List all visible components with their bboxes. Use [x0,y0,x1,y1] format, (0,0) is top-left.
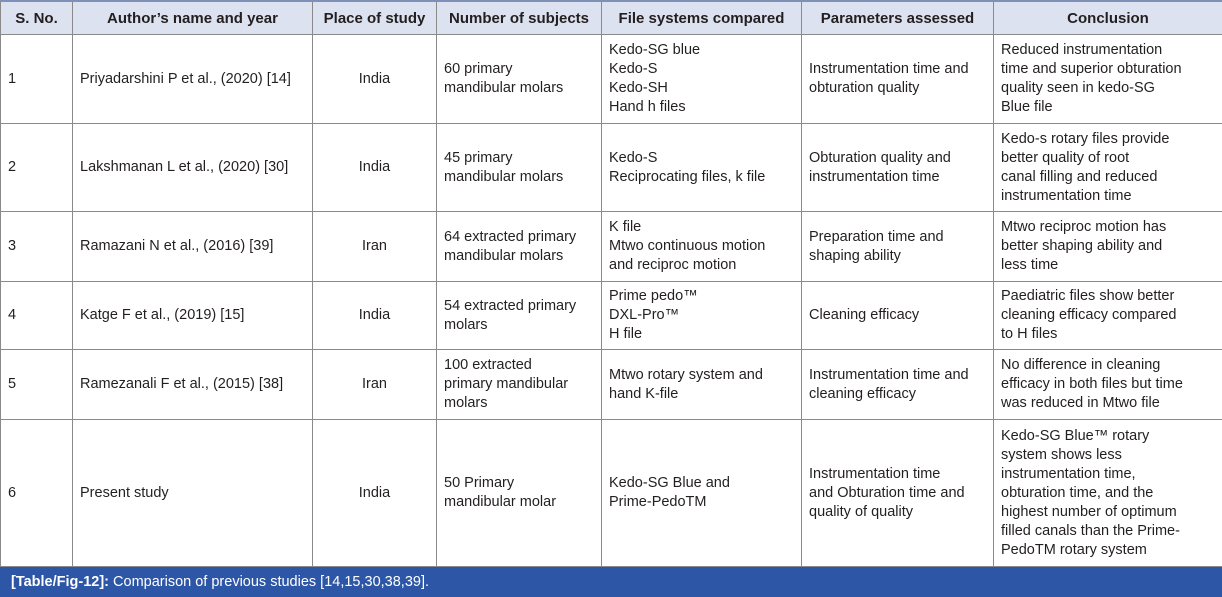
cell-author: Priyadarshini P et al., (2020) [14] [73,35,313,124]
cell-author: Present study [73,420,313,567]
cell-params-line: Instrumentation time [809,465,941,482]
cell-conclusion-line: filled canals than the Prime- [1001,522,1180,539]
cell-conclusion-line: better shaping ability and [1001,238,1163,254]
cell-conclusion-line: time and superior obturation [1001,61,1182,77]
cell-subjects-line: 45 primary [444,149,513,166]
cell-conclusion-line: cleaning efficacy compared [1001,307,1177,323]
cell-conclusion-line: less time [1001,257,1059,273]
cell-params-line: Obturation quality and [809,149,951,166]
table-caption [0,567,1222,597]
cell-sno: 6 [1,420,73,567]
cell-subjects-line: mandibular molars [444,247,564,264]
cell-subjects-line: 60 primary [444,61,513,77]
cell-params-line: instrumentation time [809,168,940,185]
cell-params-line: shaping ability [809,247,901,264]
cell-conclusion [994,350,1222,420]
cell-conclusion-line: efficacy in both files but time [1001,376,1183,392]
cell-files-line: K file [609,219,642,235]
cell-subjects [437,420,602,567]
cell-conclusion-line: obturation time, and the [1001,484,1154,501]
cell-subjects-line: mandibular molars [444,168,564,185]
cell-files-line: Prime pedo™ [609,288,698,304]
table-row [1,124,1222,212]
cell-files-line: DXL-Pro™ [609,307,680,323]
cell-files-line: Kedo-SG blue [609,42,701,58]
cell-place: India [313,282,437,350]
cell-files-line: and reciproc motion [609,257,737,273]
cell-params-line: Cleaning efficacy [809,307,920,323]
cell-conclusion-line: highest number of optimum [1001,503,1177,520]
cell-conclusion-line: Kedo-SG Blue™ rotary [1001,427,1150,444]
cell-conclusion-line: Paediatric files show better [1001,288,1175,304]
cell-author: Ramezanali F et al., (2015) [38] [73,350,313,420]
cell-conclusion [994,124,1222,212]
cell-files [602,124,802,212]
header-subjects: Number of subjects [437,1,602,35]
cell-subjects [437,282,602,350]
cell-files-line: Hand h files [609,99,686,115]
cell-conclusion-line: Reduced instrumentation [1001,42,1163,58]
cell-conclusion [994,282,1222,350]
cell-conclusion-line: to H files [1001,326,1058,342]
cell-conclusion-line: Kedo-s rotary files provide [1001,130,1170,147]
cell-files-line: H file [609,326,643,342]
cell-sno: 4 [1,282,73,350]
cell-params [802,35,994,124]
caption-text: Comparison of previous studies [14,15,30,38,39]. [109,574,430,590]
cell-conclusion-line: instrumentation time, [1001,465,1136,482]
header-conclusion: Conclusion [994,1,1222,35]
cell-params [802,212,994,282]
cell-files [602,35,802,124]
cell-conclusion-line: instrumentation time [1001,187,1132,204]
cell-files [602,282,802,350]
cell-params-line: quality of quality [809,503,913,520]
cell-files-line: Mtwo continuous motion [609,238,766,254]
cell-conclusion [994,212,1222,282]
cell-conclusion [994,35,1222,124]
cell-subjects-line: molars [444,316,488,333]
table-row [1,35,1222,124]
cell-conclusion-line: Blue file [1001,99,1053,115]
table-row [1,282,1222,350]
cell-conclusion [994,420,1222,567]
cell-subjects-line: mandibular molars [444,80,564,96]
cell-sno: 1 [1,35,73,124]
table-row [1,350,1222,420]
cell-place: India [313,124,437,212]
caption-label: [Table/Fig-12]: [11,574,110,590]
cell-author: Ramazani N et al., (2016) [39] [73,212,313,282]
header-sno: S. No. [1,1,73,35]
cell-author: Katge F et al., (2019) [15] [73,282,313,350]
cell-files-line: Kedo-SH [609,80,668,96]
cell-params-line: cleaning efficacy [809,385,916,402]
cell-subjects-line: 50 Primary [444,475,515,491]
cell-files [602,212,802,282]
cell-conclusion-line: was reduced in Mtwo file [1001,395,1160,411]
cell-author: Lakshmanan L et al., (2020) [30] [73,124,313,212]
cell-files-line: Kedo-SG Blue and [609,475,730,491]
header-files: File systems compared [602,1,802,35]
cell-files-line: Reciprocating files, k file [609,168,766,185]
table-row [1,212,1222,282]
table-body [1,35,1222,567]
cell-conclusion-line: No difference in cleaning [1001,357,1161,373]
cell-conclusion-line: Mtwo reciproc motion has [1001,219,1167,235]
cell-conclusion-line: canal filling and reduced [1001,168,1158,185]
cell-subjects-line: mandibular molar [444,494,557,510]
cell-params [802,420,994,567]
header-author: Author’s name and year [73,1,313,35]
cell-place: India [313,35,437,124]
cell-subjects-line: 54 extracted primary [444,297,577,314]
cell-place: India [313,420,437,567]
cell-files-line: Prime-PedoTM [609,494,707,510]
cell-conclusion-line: PedoTM rotary system [1001,541,1147,558]
cell-params-line: Preparation time and [809,228,944,245]
cell-params-line: obturation quality [809,80,920,96]
cell-files-line: Mtwo rotary system and [609,366,763,383]
cell-subjects-line: molars [444,395,488,411]
header-place: Place of study [313,1,437,35]
header-params: Parameters assessed [802,1,994,35]
cell-subjects-line: 64 extracted primary [444,228,577,245]
cell-params-line: Instrumentation time and [809,366,969,383]
cell-subjects-line: primary mandibular [444,376,569,392]
cell-sno: 2 [1,124,73,212]
cell-params-line: and Obturation time and [809,484,965,501]
header-row [1,1,1222,35]
cell-conclusion-line: better quality of root [1001,149,1130,166]
cell-sno: 3 [1,212,73,282]
cell-conclusion-line: quality seen in kedo-SG [1001,80,1155,96]
cell-files-line: hand K-file [609,385,679,402]
cell-files [602,350,802,420]
cell-place: Iran [313,350,437,420]
cell-subjects [437,350,602,420]
cell-files-line: Kedo-S [609,61,658,77]
cell-conclusion-line: system shows less [1001,446,1122,463]
cell-sno: 5 [1,350,73,420]
cell-subjects [437,212,602,282]
cell-params [802,282,994,350]
cell-params [802,350,994,420]
cell-subjects [437,35,602,124]
cell-params-line: Instrumentation time and [809,61,969,77]
cell-files [602,420,802,567]
cell-files-line: Kedo-S [609,149,658,166]
cell-place: Iran [313,212,437,282]
table-row [1,420,1222,567]
cell-subjects-line: 100 extracted [444,357,532,373]
cell-params [802,124,994,212]
cell-subjects [437,124,602,212]
